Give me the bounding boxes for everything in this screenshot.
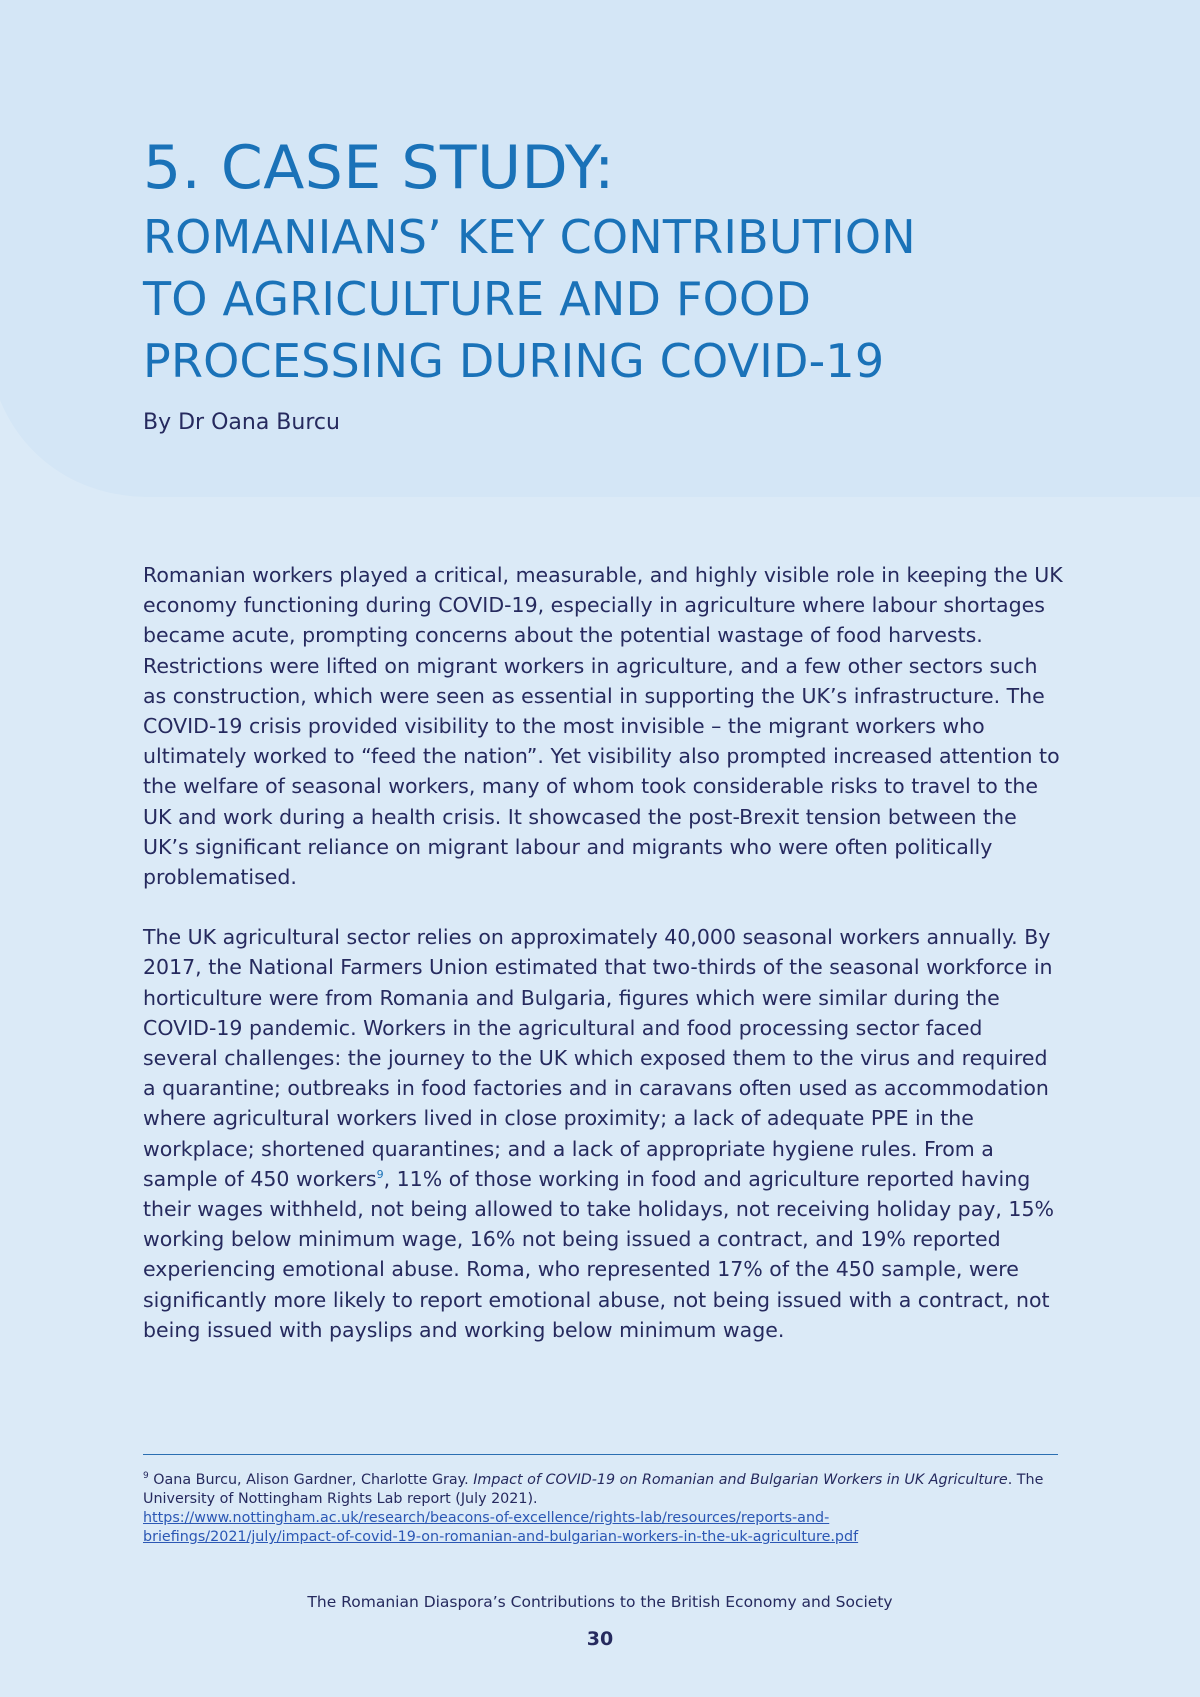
body-text — [143, 560, 1063, 1375]
page-number: 30 — [586, 1628, 614, 1650]
footnote — [143, 1471, 1058, 1547]
footnote-reference[interactable]: 9 — [376, 1168, 384, 1182]
footnote-source: . The University of Nottingham Rights Lab report (July 2021). — [143, 1472, 1044, 1507]
subtitle-line: ROMANIANS’ KEY CONTRIBUTION — [143, 210, 916, 264]
footnote-citation — [143, 1471, 1058, 1509]
section-subtitle — [143, 206, 1103, 392]
section-title: 5. CASE STUDY: — [143, 133, 615, 203]
footnote-link-line: briefings/2021/july/impact-of-covid-19-on-romanian-and-bulgarian-workers-in-the-uk-agriculture.pdf — [143, 1529, 859, 1545]
subtitle-line: PROCESSING DURING COVID-19 — [143, 334, 885, 388]
footnote-number: 9 — [143, 1471, 149, 1482]
subtitle-line: TO AGRICULTURE AND FOOD — [143, 272, 812, 326]
footnote-divider — [143, 1454, 1058, 1455]
footer-publication-title: The Romanian Diaspora’s Contributions to the British Economy and Society — [307, 1593, 893, 1611]
author-byline: By Dr Oana Burcu — [143, 410, 340, 435]
paragraph — [143, 922, 1063, 1345]
paragraph: Romanian workers played a critical, measurable, and highly visible role in keeping the UK economy functioning during COVID-19, especially in agriculture where labour shortages became acute, prompting concerns about the potential wastage of food harvests. Restrictions were lifted on migrant workers in agriculture, and a few other sectors such as construction, which were seen as essential in supporting the UK’s infrastructure. The COVID-19 crisis provided visibility to the most invisible – the migrant workers who ultimately worked to “feed the nation”. Yet visibility also prompted increased attention to the welfare of seasonal workers, many of whom took considerable risks to travel to the UK and work during a health crisis. It showcased the post-Brexit tension between the UK’s significant reliance on migrant labour and migrants who were often politically problematised. — [143, 563, 1063, 890]
footnote-report-title: Impact of COVID-19 on Romanian and Bulgarian Workers in UK Agriculture — [473, 1472, 1008, 1488]
paragraph-text: , 11% of those working in food and agriculture reported having their wages withheld, not being allowed to take holidays, not receiving holiday pay, 15% working below minimum wage, 16% not being issued a contract, and 19% reported experiencing emotional abuse. Roma, who represented 17% of the 450 sample, were significantly more likely to report emotional abuse, not being issued with a contract, not being issued with payslips and working below minimum wage. — [143, 1166, 1054, 1342]
footnote-link[interactable] — [143, 1509, 1058, 1547]
paragraph-text: The UK agricultural sector relies on approximately 40,000 seasonal workers annually. By 2017, the National Farmers Union estimated that two-thirds of the seasonal workforce in horticulture were from Romania and Bulgaria, figures which were similar during the COVID-19 pandemic. Workers in the agricultural and food processing sector faced several challenges: the journey to the UK which exposed them to the virus and required a quarantine; outbreaks in food factories and in caravans often used as accommodation where agricultural workers lived in close proximity; a lack of adequate PPE in the workplace; shortened quarantines; and a lack of appropriate hygiene rules. From a sample of 450 workers — [143, 925, 1053, 1191]
footnote-authors: Oana Burcu, Alison Gardner, Charlotte Gray. — [148, 1472, 474, 1488]
footnote-link-line: https://www.nottingham.ac.uk/research/beacons-of-excellence/rights-lab/resources/reports-and- — [143, 1510, 830, 1526]
